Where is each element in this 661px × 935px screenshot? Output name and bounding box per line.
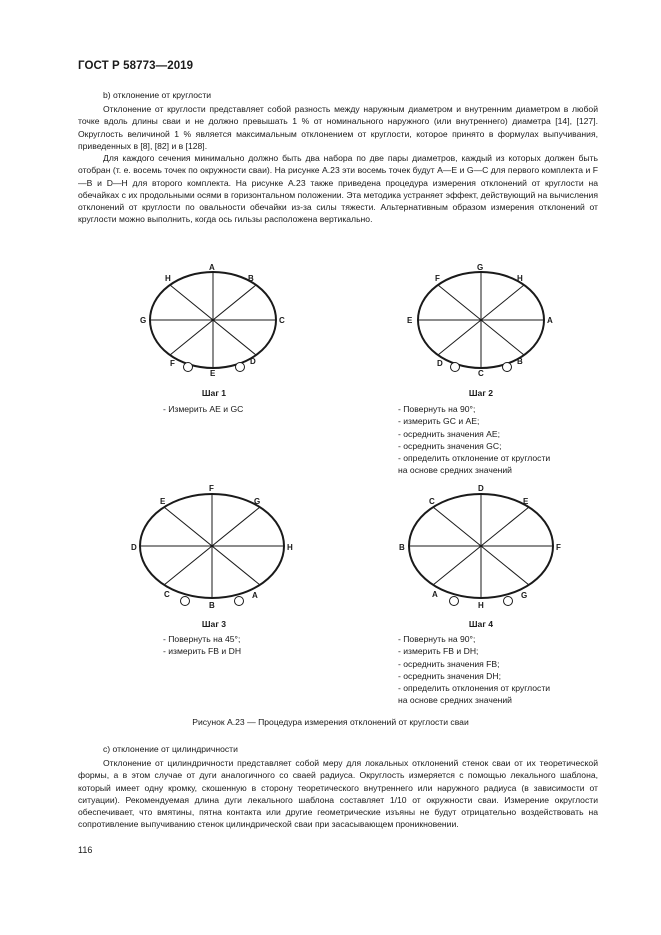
label-top-left: H [165,274,171,283]
list-item: - определить отклонение от круглости [398,453,551,464]
section-c-paragraph-1: Отклонение от цилиндричности представляет собой меру для локальных отклонений стенок сваи от их теоретической формы, а в этом случае от дуги аналогичного со сваей радиуса. Округлость измеряется с помощью лекального шаблона, который имеет одну кромку, скошенную в сторону теоретического внутреннего или наружного радиуса (в зависимости от ситуации). Рекомендуемая длина дуги лекального шаблона составляет 1/10 от окружности сваи. Измерение округлости обеспечивает, что вмятины, пятна контакта или другие геометрические изъяны не будут отрицательно воздействовать на сопротивление выпучиванию стенок цилиндрической сваи при засасывающем проникновении. [78,758,598,830]
section-b-paragraph-1: Отклонение от круглости представляет собой разность между наружным диаметром и внутренним диаметром в любой точке вдоль длины сваи и не должно превышать 1 % от номинального наружного (или внутреннего) диаметра [14], [127]. Округлость величиной 1 % является максимальным отклонением от круглости, которое принято в формулах выпучивания, приведенных в [8], [82] и в [128]. [78,104,598,151]
label-top-left: C [429,497,435,506]
label-bottom-right: A [252,591,258,600]
label-bottom-left: F [170,359,175,368]
section-b-paragraph-2: Для каждого сечения минимально должно быть два набора по две пары диаметров, каждый из которых должен быть отобран (т. е. восемь точек по окружности сваи). На рисунке А.23 эти восемь точек будут A—E и G—C для первого комплекта и F—B и D—H для второго комплекта. На рисунке А.23 также приведена процедура измерения отклонений от круглости на обечайках с их продольными осями в горизонтальном положении. Эта методика устраняет эффект, действующий на вычисления отклонений от круглости по овальности обечайки из-за силы тяжести. Альтернативным образом измерения отклонений от круглости можно выполнить, когда ось гильзы расположена вертикально. [78,153,598,225]
label-bottom-right: B [517,357,523,366]
list-item: - Повернуть на 45°; [163,634,241,644]
label-top-right: B [248,274,254,283]
label-bottom: E [210,369,216,378]
label-top-right: E [523,497,529,506]
label-right: H [287,543,293,552]
list-item: на основе средних значений [398,465,512,476]
label-top-left: E [160,497,166,506]
figure-caption: Рисунок А.23 — Процедура измерения отклонений от круглости сваи [192,717,469,727]
list-item: - Измерить AE и GC [163,404,244,414]
list-item: - измерить FB и DH; [398,646,479,657]
step-1-diagram [140,258,290,388]
page-number: 116 [78,845,93,855]
label-bottom-left: C [164,590,170,599]
step-4-diagram [398,482,568,617]
section-b-heading: b) отклонение от круглости [103,90,212,100]
list-item: - Повернуть на 90°; [398,634,476,644]
label-left: E [407,316,413,325]
step-3-diagram [130,482,300,617]
label-right: C [279,316,285,325]
step-4-list [398,633,550,707]
label-bottom-right: G [521,591,528,600]
step-3-title: Шаг 3 [201,619,227,629]
list-item: - Повернуть на 90°; [398,404,476,414]
label-left: B [399,543,405,552]
label-right: F [556,543,561,552]
list-item: - осреднить значения DH; [398,670,501,681]
label-bottom-left: A [432,590,438,599]
section-c-heading: c) отклонение от цилиндричности [103,744,238,754]
list-item: - измерить FB и DH [163,646,242,657]
label-top: A [209,263,215,272]
label-top: F [209,484,214,493]
list-item: на основе средних значений [398,695,512,706]
list-item: - осреднить значения FB; [398,658,500,669]
step-1-title: Шаг 1 [201,388,227,398]
label-bottom-left: D [437,359,443,368]
list-item: - измерить GC и AE; [398,416,480,427]
label-bottom-right: D [250,357,256,366]
document-header: ГОСТ Р 58773—2019 [78,60,194,72]
label-top-right: G [254,497,261,506]
label-top: G [477,263,484,272]
label-left: D [131,543,137,552]
label-bottom: B [209,601,215,610]
label-left: G [140,316,147,325]
label-top: D [478,484,484,493]
list-item: - осреднить значения GC; [398,440,502,451]
label-top-left: F [435,274,440,283]
label-bottom: H [478,601,484,610]
list-item: - осреднить значения AE; [398,428,501,439]
list-item: - определить отклонения от круглости [398,683,551,694]
label-bottom: C [478,369,484,378]
step-2-diagram [405,258,555,388]
label-right: A [547,316,553,325]
label-top-right: H [517,274,523,283]
step-2-list [398,403,550,477]
step-2-title: Шаг 2 [468,388,494,398]
step-4-title: Шаг 4 [468,619,494,629]
step-1-list [163,403,243,415]
step-3-list [163,633,241,658]
